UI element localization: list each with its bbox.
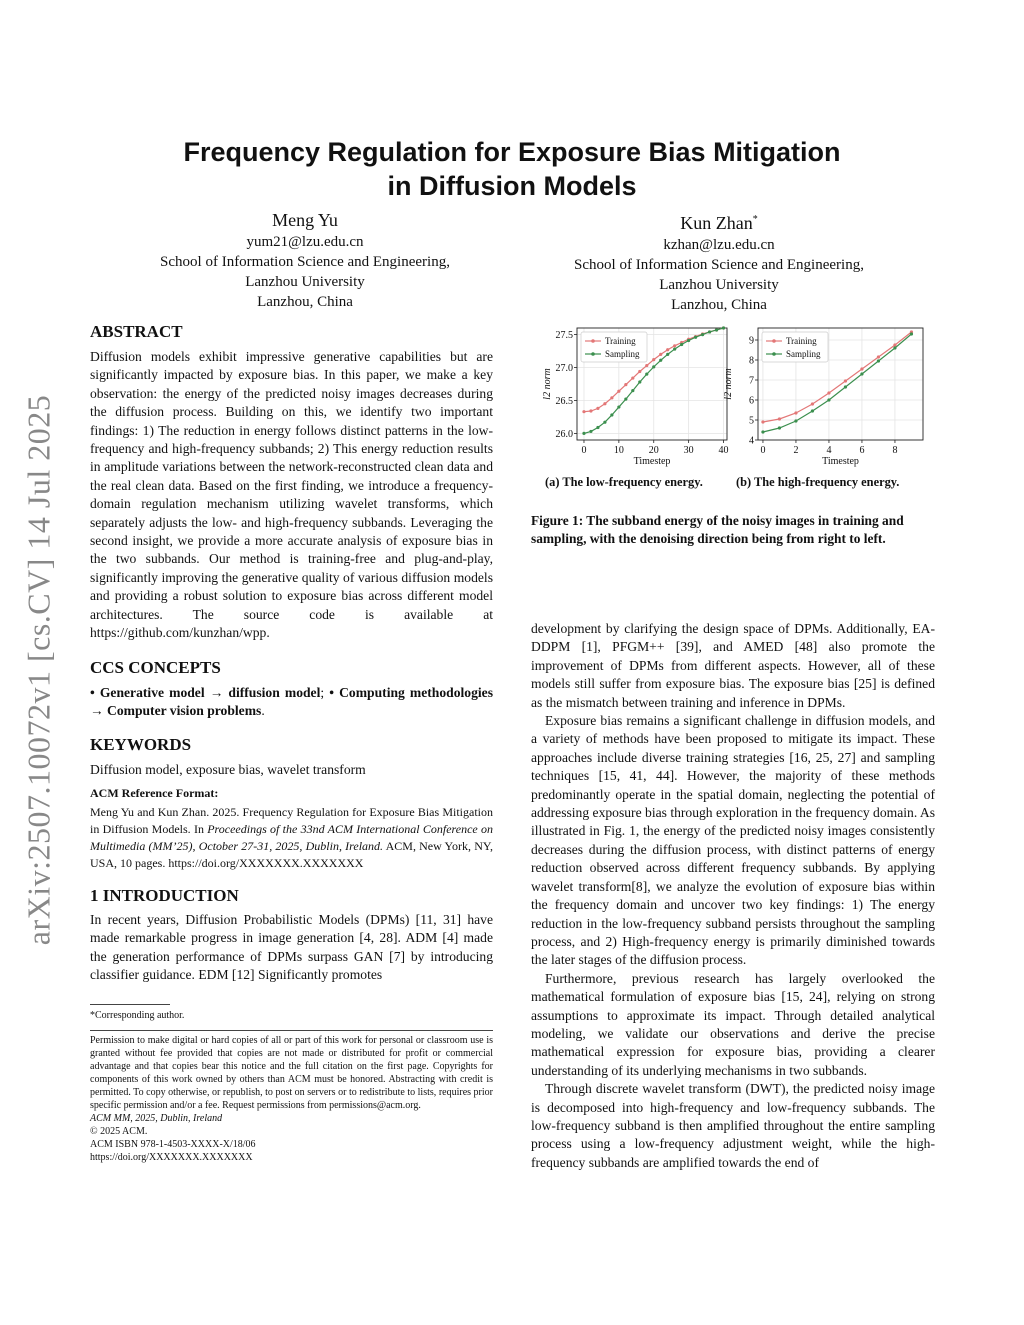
data-point-sampling: [778, 426, 781, 429]
title-line-1: Frequency Regulation for Exposure Bias Mitigation: [183, 137, 841, 167]
data-point-sampling: [652, 365, 655, 368]
x-tick-label: 8: [892, 445, 898, 456]
data-point-sampling: [893, 346, 896, 349]
data-point-sampling: [811, 409, 814, 412]
x-tick-label: 2: [793, 445, 799, 456]
paragraph-2: Exposure bias remains a significant challenge in diffusion models, and a variety of methods have been proposed to mitigate its impact. These approaches include diverse training strategies [16, 25, 27] and sampling techniques [15, 41, 44]. However, the majority of these methods predominantly operate in the spatial domain, neglecting the potential of addressing exposure bias through exploration in the frequency domain. As illustrated in Fig. 1, the energy of the predicted noisy images consistently decreases during the diffusion process, with distinct patterns of energy reduction observed across different frequency subbands. By applying wavelet transform[8], we analyze the evolution of exposure bias within the frequency domain and uncover two key findings: 1) The energy reduction in the low-frequency subband persists throughout the sampling process, and 2) High-frequency energy is primarily diminished towards the later stages of the diffusion process.: [531, 713, 935, 968]
y-tick-label: 5: [749, 415, 754, 427]
data-point-sampling: [687, 339, 690, 342]
data-point-training: [794, 411, 797, 414]
abstract-text: Diffusion models exhibit impressive generative capabilities but are significantly impacted by exposure bias. In this paper, we make a key observation: the energy of the predicted noisy images decreases during the diffusion process. Building on this, we identify two important findings: 1) The reduction in energy follows distinct patterns in the low-frequency and high-frequency subbands; 2) This energy reduction results in amplitude variations between the network-reconstructed clean data and the real clean data. Based on the first finding, we introduce a frequency-domain regulation mechanism utilizing wavelet transforms, which separately adjusts the low- and high-frequency subbands. Leveraging the second insight, we provide a more accurate analysis of exposure bias in the two subbands. Our method is training-free and plug-and-play, significantly improving the generative quality of various diffusion models and providing a robust solution to exposure bias across different model architectures. The source code is available at https://github.com/kunzhan/wpp.: [90, 349, 493, 641]
data-point-training: [610, 396, 613, 399]
data-point-sampling: [722, 326, 725, 329]
data-point-sampling: [617, 405, 620, 408]
data-point-training: [673, 344, 676, 347]
acm-reference-text: Meng Yu and Kun Zhan. 2025. Frequency Regulation for Exposure Bias Mitigation in Diffusion Models. In Proceedings of the 33nd ACM International Conference on Multimedia (MM’25), October 27-31, 2025, Dublin, Ireland. ACM, New York, NY, USA, 10 pages. https://doi.org/XXXXXXX.XXXXXXX: [90, 804, 494, 870]
data-point-training: [624, 383, 627, 386]
data-point-training: [778, 417, 781, 420]
figure-caption: Figure 1: The subband energy of the noisy images in training and sampling, with the denoising direction being from right to left.: [531, 513, 904, 546]
chart-low-frequency: [532, 320, 732, 465]
venue: ACM MM, 2025, Dublin, Ireland: [90, 1113, 223, 1124]
data-point-training: [631, 376, 634, 379]
ccs-heading: CCS CONCEPTS: [90, 657, 221, 677]
data-point-sampling: [827, 398, 830, 401]
data-point-sampling: [631, 389, 634, 392]
data-point-training: [582, 410, 585, 413]
legend-label-training: Training: [605, 336, 636, 346]
data-point-training: [893, 343, 896, 346]
data-point-sampling: [694, 336, 697, 339]
legend-marker-training: [591, 339, 595, 343]
subcaption-b: (b) The high-frequency energy.: [736, 475, 900, 489]
data-point-sampling: [582, 432, 585, 435]
legend-marker-sampling: [591, 352, 595, 356]
author-city: Lanzhou, China: [257, 294, 353, 310]
paragraph-1: development by clarifying the design space of DPMs. Additionally, EA-DDPM [1], PFGM++ [39], and AMED [48] also promote the improvement of DPMs from different aspects. However, all of these models still suffer from exposure bias. The exposure bias [25] is defined as the mismatch between training and inference in DPMs.: [531, 621, 935, 710]
data-point-sampling: [589, 430, 592, 433]
legend-label-sampling: Sampling: [786, 349, 821, 359]
corresponding-mark: *: [752, 214, 758, 225]
title-line-2: in Diffusion Models: [387, 171, 637, 201]
author-email: yum21@lzu.edu.cn: [246, 234, 364, 250]
permission-rule: [90, 1030, 493, 1031]
data-point-sampling: [910, 332, 913, 335]
data-point-training: [659, 353, 662, 356]
introduction-heading: 1 INTRODUCTION: [90, 885, 239, 905]
copyright: © 2025 ACM.: [90, 1126, 148, 1137]
data-point-sampling: [603, 421, 606, 424]
y-tick-label: 26.0: [555, 428, 573, 440]
paragraph-3: Furthermore, previous research has largely overlooked the mathematical formulation of exposure bias [15, 24], relying on strong assumptions to approximate its impact. Through detailed analytical modeling, we validate our observations and derive the precise mathematical expression for exposure bias, providing a clearer understanding of its underlying mechanisms in two subbands.: [531, 970, 935, 1078]
author-department: School of Information Science and Engineering,: [574, 257, 864, 273]
y-tick-label: 27.0: [555, 363, 573, 375]
y-axis-label: l2 norm: [723, 368, 734, 400]
data-point-training: [877, 355, 880, 358]
data-point-training: [638, 370, 641, 373]
data-point-sampling: [673, 347, 676, 350]
subcaption-a: (a) The low-frequency energy.: [545, 475, 703, 489]
x-tick-label: 6: [859, 445, 865, 456]
legend-label-training: Training: [786, 336, 817, 346]
x-tick-label: 4: [826, 445, 832, 456]
x-tick-label: 0: [581, 445, 587, 456]
y-axis-label: l2 norm: [542, 368, 553, 400]
data-point-sampling: [659, 359, 662, 362]
data-point-sampling: [877, 359, 880, 362]
data-point-sampling: [701, 333, 704, 336]
data-point-sampling: [638, 380, 641, 383]
low-frequency-chart-svg: [532, 320, 732, 465]
author-block-1: [130, 208, 480, 312]
data-point-sampling: [794, 419, 797, 422]
author-name: Kun Zhan: [680, 213, 753, 233]
data-point-training: [652, 358, 655, 361]
doi-link: https://doi.org/XXXXXXX.XXXXXXX: [90, 1152, 253, 1163]
data-point-training: [844, 379, 847, 382]
data-point-training: [811, 402, 814, 405]
data-point-training: [645, 364, 648, 367]
x-axis-label: Timestep: [822, 456, 859, 467]
data-point-sampling: [680, 343, 683, 346]
author-name-line: [544, 208, 894, 235]
abstract-heading: ABSTRACT: [90, 322, 183, 341]
isbn: ACM ISBN 978-1-4503-XXXX-X/18/06: [90, 1139, 256, 1150]
permission-text: Permission to make digital or hard copies of all or part of this work for personal or classroom use is granted without fee provided that copies are not made or distributed for profit or commercial advantage and that copies bear this notice and the full citation on the first page. Copyrights for components of this work owned by others than ACM must be honored. Abstracting with credit is permitted. To copy otherwise, or republish, to post on servers or to redistribute to lists, requires prior specific permission and/or a fee. Request permissions from permissions@acm.org.: [90, 1035, 493, 1111]
y-tick-label: 26.5: [555, 395, 573, 407]
data-point-sampling: [666, 353, 669, 356]
data-point-sampling: [645, 373, 648, 376]
x-tick-label: 30: [683, 445, 694, 456]
x-tick-label: 0: [760, 445, 766, 456]
right-column: [531, 620, 935, 1172]
data-point-training: [617, 390, 620, 393]
paper-title: [90, 135, 934, 203]
data-point-training: [827, 391, 830, 394]
left-column: [90, 322, 493, 984]
legend-label-sampling: Sampling: [605, 349, 640, 359]
legend-marker-sampling: [772, 352, 776, 356]
data-point-training: [761, 420, 764, 423]
x-tick-label: 40: [718, 445, 729, 456]
author-university: Lanzhou University: [245, 274, 365, 290]
permission-block: [90, 1034, 493, 1164]
data-point-sampling: [708, 330, 711, 333]
y-tick-label: 8: [749, 355, 754, 367]
data-point-sampling: [624, 398, 627, 401]
x-tick-label: 10: [613, 445, 624, 456]
data-point-sampling: [610, 413, 613, 416]
y-tick-label: 27.5: [555, 330, 573, 342]
x-axis-label: Timestep: [633, 456, 671, 467]
author-department: School of Information Science and Engineering,: [160, 254, 450, 270]
x-tick-label: 20: [648, 445, 659, 456]
ccs-concepts: • Generative model → diffusion model; • Computing methodologies → Computer vision problems.: [90, 684, 493, 718]
data-point-sampling: [596, 426, 599, 429]
data-point-training: [596, 407, 599, 410]
author-email: kzhan@lzu.edu.cn: [663, 237, 775, 253]
acm-reference-heading: ACM Reference Format:: [90, 785, 219, 800]
y-tick-label: 6: [749, 395, 754, 407]
y-tick-label: 7: [749, 375, 754, 387]
data-point-training: [860, 367, 863, 370]
data-point-sampling: [860, 372, 863, 375]
footnote-rule: [90, 1004, 170, 1005]
author-name: Meng Yu: [272, 210, 338, 230]
keywords-heading: KEYWORDS: [90, 735, 192, 755]
data-point-sampling: [844, 385, 847, 388]
data-point-training: [589, 409, 592, 412]
legend-marker-training: [772, 339, 776, 343]
author-city: Lanzhou, China: [671, 297, 767, 313]
y-tick-label: 9: [749, 335, 754, 347]
arxiv-identifier: arXiv:2507.10072v1 [cs.CV] 14 Jul 2025: [20, 394, 57, 946]
corresponding-author-footnote: *Corresponding author.: [90, 1010, 185, 1021]
paragraph-4: Through discrete wavelet transform (DWT), the predicted noisy image is decomposed into high-frequency and low-frequency subbands. The low-frequency subband is then amplified throughout the entire sampling process using a low-frequency adjustment weight, while the high-frequency subbands are amplified towards the end of: [531, 1081, 935, 1170]
author-university: Lanzhou University: [659, 277, 779, 293]
y-tick-label: 4: [749, 435, 754, 447]
arxiv-sidebar: [13, 370, 65, 970]
author-block-2: [544, 208, 894, 315]
introduction-paragraph: In recent years, Diffusion Probabilistic Models (DPMs) [11, 31] have made remarkable progress in image generation [4, 28]. ADM [4] made the generation performance of DPMs surpass GAN [7] by introducing classifier guidance. EDM [12] Significantly promotes: [90, 911, 493, 982]
data-point-sampling: [761, 430, 764, 433]
data-point-training: [603, 402, 606, 405]
keywords-text: Diffusion model, exposure bias, wavelet transform: [90, 762, 366, 778]
data-point-training: [666, 348, 669, 351]
data-point-sampling: [715, 328, 718, 331]
